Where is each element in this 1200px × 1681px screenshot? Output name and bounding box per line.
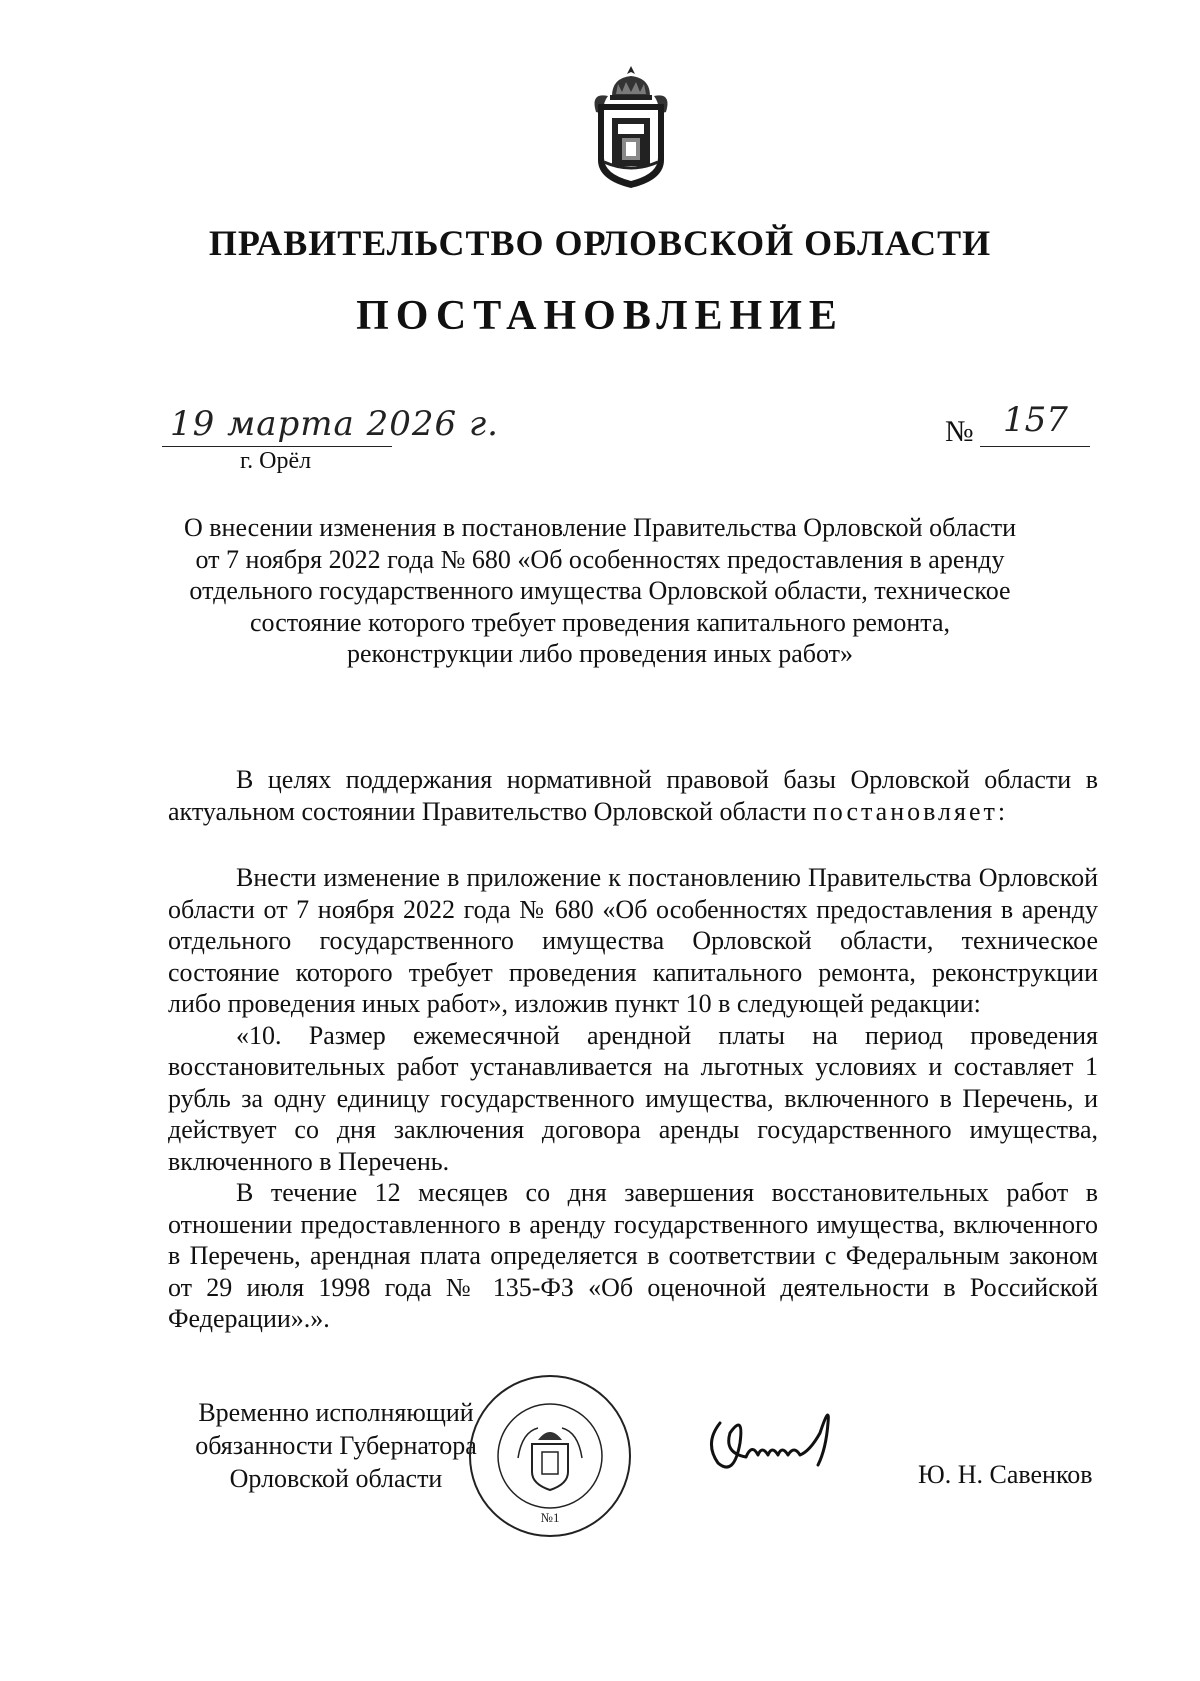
signatory-position-line: Временно исполняющий bbox=[198, 1398, 474, 1427]
handwritten-signature-icon bbox=[700, 1393, 850, 1479]
document-city: г. Орёл bbox=[240, 448, 312, 474]
signatory-name: Ю. Н. Савенков bbox=[918, 1460, 1093, 1489]
decree-word: постановляет: bbox=[812, 796, 1009, 826]
number-sign: № bbox=[945, 415, 974, 448]
number-underline bbox=[980, 446, 1090, 447]
signatory-position-line: обязанности Губернатора bbox=[195, 1431, 477, 1460]
preamble-text: В целях поддержания нормативной правовой базы Орловской области в актуальном состоянии Правительство Орловской области bbox=[168, 765, 1098, 826]
signatory-position-line: Орловской области bbox=[229, 1464, 443, 1493]
document-number: 157 bbox=[1003, 400, 1068, 440]
document-date: 19 марта 2026 г. bbox=[170, 404, 499, 444]
government-title: ПРАВИТЕЛЬСТВО ОРЛОВСКОЙ ОБЛАСТИ bbox=[208, 223, 992, 263]
document-subject: О внесении изменения в постановление Правительства Орловской области от 7 ноября 2022 года № 680 «Об особенностях предоставления в аренду отдельного государственного имущества Орловской области, техническое состояние которого требует проведения капитального ремонта, реконструкции либо проведения иных работ» bbox=[184, 513, 1016, 668]
official-seal-icon bbox=[466, 1372, 634, 1540]
preamble-paragraph bbox=[168, 764, 1098, 827]
coat-of-arms-icon bbox=[582, 62, 680, 192]
signatory-position bbox=[186, 1396, 486, 1495]
svg-text:№1: №1 bbox=[540, 1510, 560, 1525]
operative-part bbox=[168, 862, 1098, 1335]
document-type-title: ПОСТАНОВЛЕНИЕ bbox=[356, 293, 844, 339]
date-underline bbox=[162, 446, 392, 447]
body-paragraph: «10. Размер ежемесячной арендной платы на период проведения восстановительных работ устанавливается на льготных условиях и составляет 1 рубль за одну единицу государственного имущества, включенного в Перечень, и действует со дня заключения договора аренды государственного имущества, включенного в Перечень. bbox=[168, 1020, 1098, 1176]
body-paragraph: В течение 12 месяцев со дня завершения восстановительных работ в отношении предоставленного в аренду государственного имущества, включенного в Перечень, арендная плата определяется в соответствии с Федеральным законом от 29 июля 1998 года № 135-ФЗ «Об оценочной деятельности в Российской Федерации».». bbox=[168, 1178, 1098, 1333]
body-paragraph: Внести изменение в приложение к постановлению Правительства Орловской области от 7 ноября 2022 года № 680 «Об особенностях предоставления в аренду отдельного государственного имущества Орловской области, техническое состояние которого требует проведения капитального ремонта, реконструкции либо проведения иных работ», изложив пункт 10 в следующей редакции: bbox=[168, 863, 1098, 1018]
